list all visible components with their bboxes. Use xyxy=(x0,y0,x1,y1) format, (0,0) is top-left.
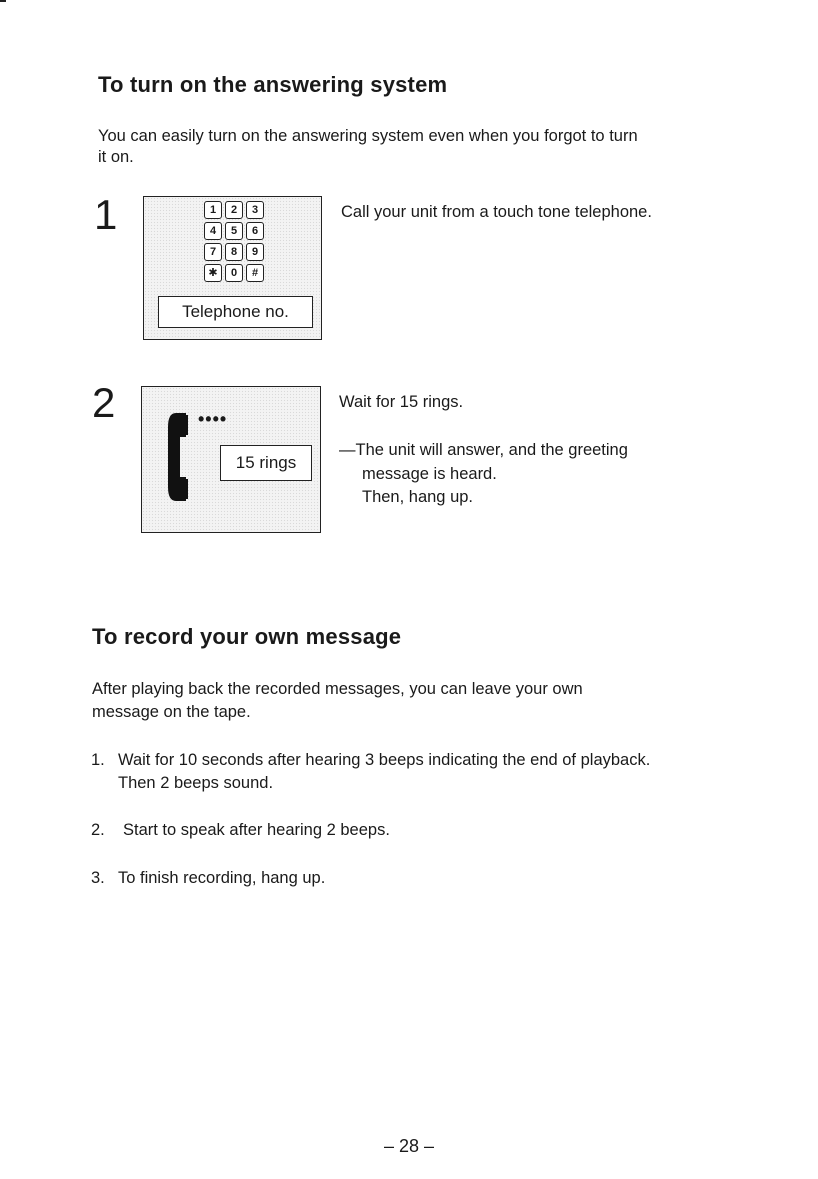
intro-line-2: it on. xyxy=(98,148,134,166)
key-hash: # xyxy=(246,264,264,282)
ring-dots: •••• xyxy=(198,409,228,429)
list-item xyxy=(91,820,791,842)
step-number-1: 1 xyxy=(94,191,118,238)
key-5: 5 xyxy=(225,222,243,240)
figure-touch-tone-keypad xyxy=(143,196,322,340)
step-2-note-line-2: message is heard. xyxy=(362,465,497,483)
list-item xyxy=(91,750,791,794)
list-item-text: Wait for 10 seconds after hearing 3 beeps indicating the end of playback. xyxy=(118,751,651,769)
figure-handset-rings xyxy=(141,386,321,533)
telephone-no-label: Telephone no. xyxy=(158,296,313,328)
key-1: 1 xyxy=(204,201,222,219)
telephone-handset-icon xyxy=(162,407,202,507)
list-item xyxy=(91,868,791,890)
step-1-text: Call your unit from a touch tone telephone. xyxy=(341,203,652,221)
key-0: 0 xyxy=(225,264,243,282)
key-2: 2 xyxy=(225,201,243,219)
key-4: 4 xyxy=(204,222,222,240)
corner-mark xyxy=(0,0,6,2)
list-item-number: 2. xyxy=(91,821,105,839)
list-item-text: Start to speak after hearing 2 beeps. xyxy=(123,821,390,839)
record-intro-line-1: After playing back the recorded messages, you can leave your own xyxy=(92,680,583,698)
list-item-text-line-2: Then 2 beeps sound. xyxy=(118,774,274,792)
step-2-note-line-1: —The unit will answer, and the greeting xyxy=(339,441,628,459)
key-6: 6 xyxy=(246,222,264,240)
page-number: – 28 – xyxy=(383,1136,435,1156)
list-item-number: 3. xyxy=(91,869,105,887)
step-2-note-line-3: Then, hang up. xyxy=(362,488,474,506)
key-9: 9 xyxy=(246,243,264,261)
step-2-text: Wait for 15 rings. xyxy=(339,393,464,411)
key-8: 8 xyxy=(225,243,243,261)
list-item-text: To finish recording, hang up. xyxy=(118,869,326,887)
key-star: ✱ xyxy=(204,264,222,282)
record-intro-line-2: message on the tape. xyxy=(92,703,251,721)
key-3: 3 xyxy=(246,201,264,219)
fifteen-rings-label: 15 rings xyxy=(220,445,312,481)
keypad xyxy=(204,201,266,287)
section-heading-answering: To turn on the answering system xyxy=(98,72,448,97)
section-heading-record: To record your own message xyxy=(92,624,402,649)
key-7: 7 xyxy=(204,243,222,261)
intro-line-1: You can easily turn on the answering system even when you forgot to turn xyxy=(98,127,638,145)
list-item-number: 1. xyxy=(91,751,105,769)
step-number-2: 2 xyxy=(92,379,116,426)
